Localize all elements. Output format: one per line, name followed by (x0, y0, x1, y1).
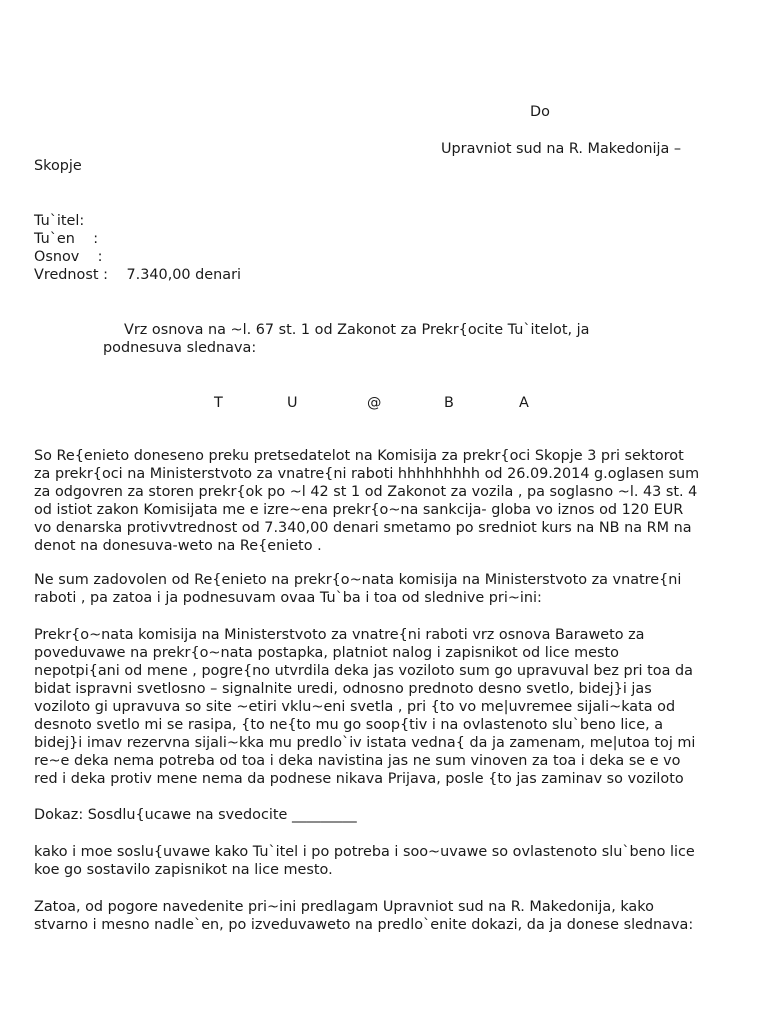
field-tuzen-label: Tu`en : (34, 231, 99, 247)
addressee-court: Upravniot sud na R. Makedonija – (441, 141, 682, 157)
intro-line-2: podnesuva slednava: (103, 340, 257, 356)
paragraph-line: za prekr{oci na Ministerstvoto za vnatre{ni raboti hhhhhhhhh od 26.09.2014 g.oglasen sum (34, 466, 700, 482)
field-osnov (34, 248, 768, 266)
paragraph-hearing (34, 843, 768, 879)
title-letter: A (519, 395, 529, 411)
evidence-line: Dokaz: Sosdlu{ucawe na svedocite _________ (34, 807, 357, 823)
paragraph-line: Zatoa, od pogore navedenite pri~ini predlagam Upravniot sud na R. Makedonija, kako (34, 899, 654, 915)
paragraph-line: red i deka protiv mene nema da podnese nikava Prijava, posle {to jas zaminav so voziloto (34, 771, 684, 787)
paragraph-line: koe go sostavilo zapisnikot na lice mesto. (34, 862, 333, 878)
title-letter: T (214, 395, 223, 411)
paragraph-line: re~e deka nema potreba od toa i deka navistina jas ne sum vinoven za toa i deka se e vo (34, 753, 681, 769)
field-vrednost-value: 7.340,00 denari (126, 267, 241, 283)
addressee-do: Do (530, 104, 550, 120)
paragraph-line: bidej}i imav rezervna sijali~kka mu predlo`iv istata vedna{ da ja zamenam, me|utoa toj mi (34, 735, 696, 751)
paragraph-dissatisfaction (34, 571, 768, 607)
field-tuzitel (34, 212, 768, 230)
paragraph-line: od istiot zakon Komisijata me e izre~ena prekr{o~na sankcija- globa vo iznos od 120 EUR (34, 502, 684, 518)
paragraph-line: kako i moe soslu{uvawe kako Tu`itel i po potreba i soo~uvawe so ovlastenoto slu`beno lice (34, 844, 695, 860)
case-fields (34, 212, 768, 284)
field-tuzen (34, 230, 768, 248)
paragraph-line: za odgovren za storen prekr{ok po ~l 42 st 1 od Zakonot za vozila , pa soglasno ~l. 43 st. 4 (34, 484, 698, 500)
paragraph-line: voziloto gi upravuva so site ~etiri vklu~eni svetla , pri {to vo me|uvremee sijali~kata od (34, 699, 676, 715)
intro-line-1: Vrz osnova na ~l. 67 st. 1 od Zakonot za Prekr{ocite Tu`itelot, ja (124, 322, 590, 338)
paragraph-line: nepotpi{ani od mene , pogre{no utvrdila deka jas voziloto sum go upravuval bez pri toa da (34, 663, 693, 679)
paragraph-line: desnoto svetlo mi se rasipa, {to ne{to mu go soop{tiv i na ovlastenoto slu`beno lice, a (34, 717, 664, 733)
addressee-city: Skopje (34, 158, 82, 174)
paragraph-line: vo denarska protivvtrednost od 7.340,00 denari smetamo po sredniot kurs na NB na RM na (34, 520, 692, 536)
paragraph-line: Ne sum zadovolen od Re{enieto na prekr{o~nata komisija na Ministerstvoto za vnatre{ni (34, 572, 682, 588)
field-vrednost (34, 266, 768, 284)
title-letter: @ (367, 395, 382, 411)
field-osnov-label: Osnov : (34, 249, 103, 265)
field-tuzitel-label: Tu`itel: (34, 213, 85, 229)
paragraph-decision (34, 447, 768, 555)
paragraph-line: stvarno i mesno nadle`en, po izveduvaweto na predlo`enite dokazi, da ja donese slednava: (34, 917, 694, 933)
paragraph-proposal (34, 898, 768, 934)
paragraph-line: So Re{enieto doneseno preku pretsedatelot na Komisija za prekr{oci Skopje 3 pri sektorot (34, 448, 684, 464)
field-vrednost-label: Vrednost : (34, 267, 108, 283)
paragraph-line: bidat ispravni svetlosno – signalnite uredi, odnosno prednoto desno svetlo, bidej}i jas (34, 681, 652, 697)
paragraph-line: Prekr{o~nata komisija na Ministerstvoto za vnatre{ni raboti vrz osnova Baraweto za (34, 627, 645, 643)
paragraph-line: raboti , pa zatoa i ja podnesuvam ovaa Tu`ba i toa od slednive pri~ini: (34, 590, 542, 606)
paragraph-reasons (34, 626, 768, 788)
paragraph-line: denot na donesuva-weto na Re{enieto . (34, 538, 322, 554)
title-letter: B (444, 395, 454, 411)
title-letter: U (287, 395, 298, 411)
paragraph-line: poveduvawe na prekr{o~nata postapka, platniot nalog i zapisnikot od lice mesto (34, 645, 619, 661)
